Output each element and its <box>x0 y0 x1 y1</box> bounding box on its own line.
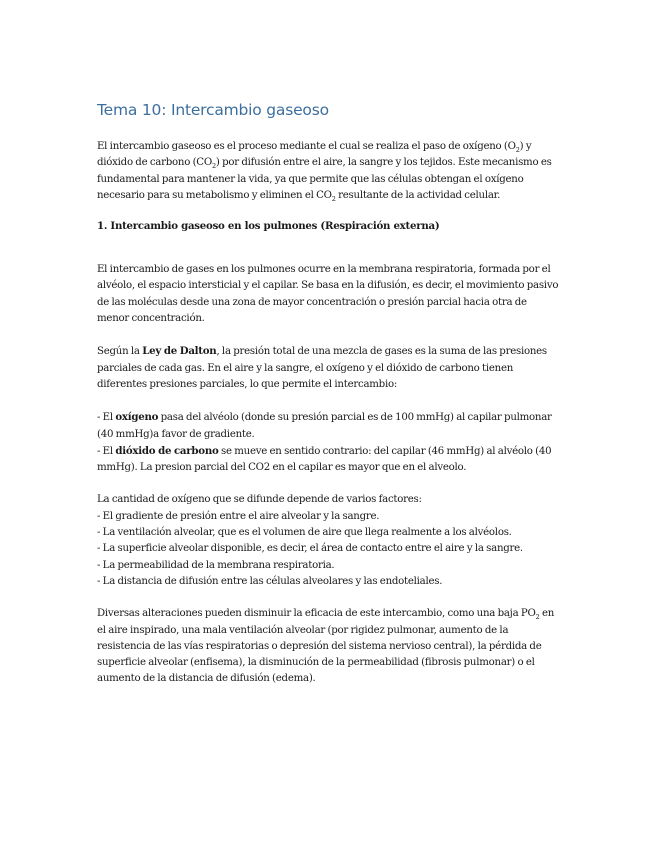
alterations-paragraph: Diversas alteraciones pueden disminuir la eficacia de este intercambio, como una baja $PO_2$ en el aire inspirado, una mala ventilación alveolar (por rigidez pulmonar, aumento de la resistencia de las vías respiratorias o depresión del sistema nervioso central), la pérdida de superficie alveolar (enfisema), la disminución de la permeabilidad (fibrosis pulmonar) o el aumento de la distancia de difusión (edema). <box>97 608 555 685</box>
document-page <box>97 100 559 688</box>
page-title: Tema 10: Intercambio gaseoso <box>97 101 329 119</box>
dalton-paragraph: Según la Ley de Dalton, la presión total de una mezcla de gases es la suma de las presiones parciales de cada gas. En el aire y la sangre, el oxígeno y el dióxido de carbono tienen diferentes presiones parciales, lo que permite el intercambio: <box>97 345 547 390</box>
factor-item: - La distancia de difusión entre las células alveolares y las endoteliales. <box>97 575 443 587</box>
factor-item: - La ventilación alveolar, que es el volumen de aire que llega realmente a los alvéolos. <box>97 527 512 539</box>
membrane-paragraph: El intercambio de gases en los pulmones ocurre en la membrana respiratoria, formada por el alvéolo, el espacio intersticial y el capilar. Se basa en la difusión, es decir, el movimiento pasivo de las moléculas desde una zona de mayor concentración o presión parcial hacia otra de menor concentración. <box>97 264 559 325</box>
factor-item: - La permeabilidad de la membrana respiratoria. <box>97 559 335 571</box>
factors-intro: La cantidad de oxígeno que se difunde depende de varios factores: <box>97 494 422 506</box>
oxygen-item: - El oxígeno pasa del alvéolo (donde su presión parcial es de 100 mmHg) al capilar pulmonar (40 mmHg)a favor de gradiente. <box>97 411 552 440</box>
co2-item: - El dióxido de carbono se mueve en sentido contrario: del capilar (46 mmHg) al alvéolo (40 mmHg). La presion parcial del CO2 en el capilar es mayor que en el alveolo. <box>97 444 552 474</box>
factor-item: - El gradiente de presión entre el aire alveolar y la sangre. <box>97 510 380 522</box>
section-heading: 1. Intercambio gaseoso en los pulmones (Respiración externa) <box>97 220 440 233</box>
intro-paragraph: El intercambio gaseoso es el proceso mediante el cual se realiza el paso de oxígeno $(O_2)$ y dióxido de carbono $(CO_2)$ por difusión entre el aire, la sangre y los tejidos. Este mecanismo es fundamental para mantener la vida, ya que permite que las células obtengan el oxígeno necesario para su metabolismo y eliminen el $CO_2$ resultante de la actividad celular. <box>97 141 552 203</box>
factor-item: - La superficie alveolar disponible, es decir, el área de contacto entre el aire y la sangre. <box>97 543 523 555</box>
